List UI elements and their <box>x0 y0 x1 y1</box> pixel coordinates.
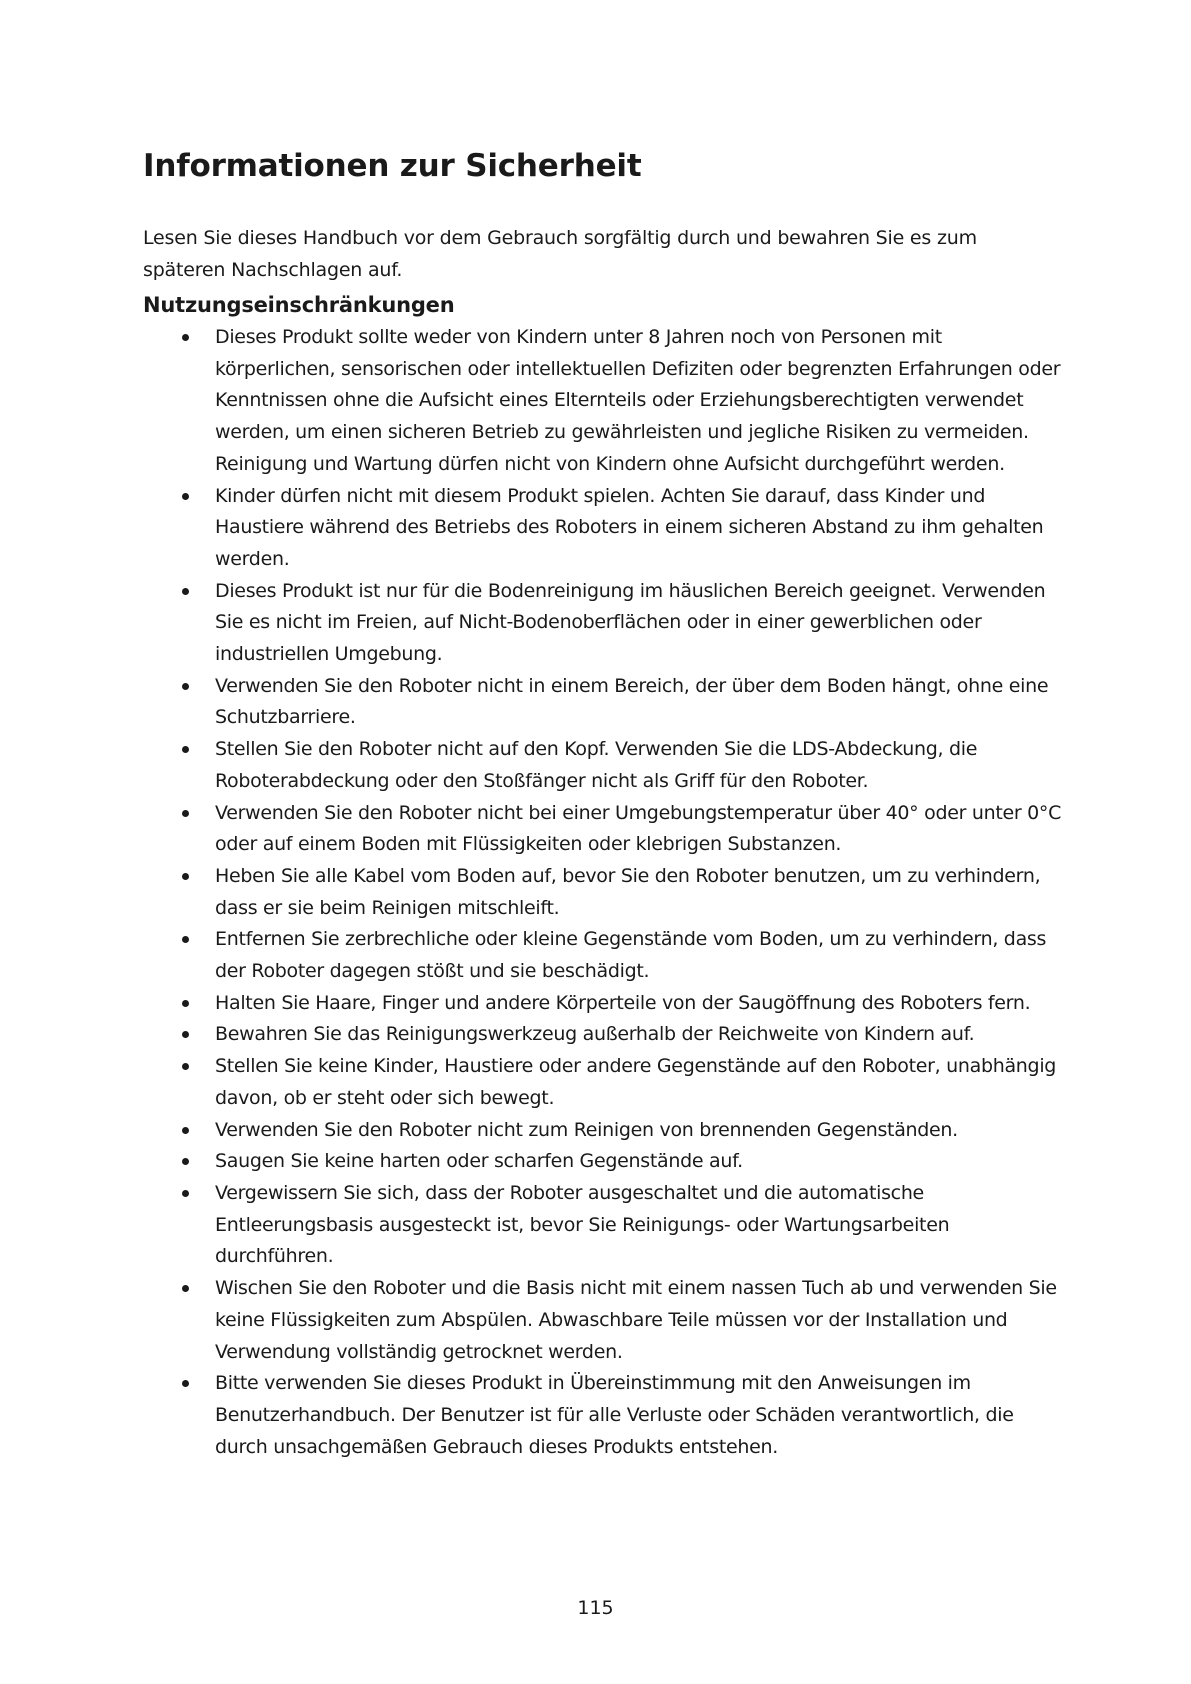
bullet-icon <box>182 1158 189 1165</box>
list-item <box>143 861 1063 924</box>
list-item <box>143 924 1063 987</box>
bullet-icon <box>182 746 189 753</box>
list-item-text: Kinder dürfen nicht mit diesem Produkt spielen. Achten Sie darauf, dass Kinder und Haustiere während des Betriebs des Roboters in einem sicheren Abstand zu ihm gehalten werden. <box>215 484 1044 570</box>
list-item-text: Heben Sie alle Kabel vom Boden auf, bevor Sie den Roboter benutzen, um zu verhindern, dass er sie beim Reinigen mitschleift. <box>215 864 1041 919</box>
bullet-icon <box>182 1190 189 1197</box>
bullet-icon <box>182 810 189 817</box>
section-heading: Nutzungseinschränkungen <box>143 293 455 317</box>
list-item <box>143 576 1063 671</box>
list-item <box>143 1019 1063 1051</box>
bullet-icon <box>182 1031 189 1038</box>
list-item <box>143 988 1063 1020</box>
list-item <box>143 1368 1063 1463</box>
page-number: 115 <box>577 1597 614 1619</box>
list-item-text: Bitte verwenden Sie dieses Produkt in Übereinstimmung mit den Anweisungen im Benutzerhandbuch. Der Benutzer ist für alle Verluste oder Schäden verantwortlich, die durch unsachgemäßen Gebrauch dieses Produkts entstehen. <box>215 1372 1014 1458</box>
list-item <box>143 481 1063 576</box>
list-item-text: Entfernen Sie zerbrechliche oder kleine Gegenstände vom Boden, um zu verhindern, dass der Roboter dagegen stößt und sie beschädigt. <box>215 928 1047 983</box>
restrictions-list <box>143 322 1063 1463</box>
bullet-icon <box>182 1000 189 1007</box>
list-item-text: Verwenden Sie den Roboter nicht in einem Bereich, der über dem Boden hängt, ohne eine Schutzbarriere. <box>215 674 1049 729</box>
list-item <box>143 1115 1063 1147</box>
list-item-text: Verwenden Sie den Roboter nicht zum Reinigen von brennenden Gegenständen. <box>215 1118 958 1141</box>
list-item-text: Bewahren Sie das Reinigungswerkzeug außerhalb der Reichweite von Kindern auf. <box>215 1023 975 1046</box>
list-item-text: Stellen Sie den Roboter nicht auf den Kopf. Verwenden Sie die LDS-Abdeckung, die Roboterabdeckung oder den Stoßfänger nicht als Griff für den Roboter. <box>215 738 978 792</box>
list-item <box>143 1146 1063 1178</box>
intro-paragraph: Lesen Sie dieses Handbuch vor dem Gebrauch sorgfältig durch und bewahren Sie es zum späteren Nachschlagen auf. <box>143 227 977 281</box>
list-item-text: Verwenden Sie den Roboter nicht bei einer Umgebungstemperatur über 40° oder unter 0°C oder auf einem Boden mit Flüssigkeiten oder klebrigen Substanzen. <box>215 801 1062 856</box>
list-item <box>143 734 1063 797</box>
list-item <box>143 1273 1063 1368</box>
bullet-icon <box>182 1285 189 1292</box>
bullet-icon <box>182 936 189 943</box>
bullet-icon <box>182 334 189 341</box>
bullet-icon <box>182 683 189 690</box>
bullet-icon <box>182 1380 189 1387</box>
list-item-text: Dieses Produkt ist nur für die Bodenreinigung im häuslichen Bereich geeignet. Verwenden Sie es nicht im Freien, auf Nicht-Bodenoberflächen oder in einer gewerblichen oder industriellen Umgebung. <box>215 579 1046 666</box>
list-item <box>143 322 1063 481</box>
bullet-icon <box>182 1127 189 1134</box>
list-item-text: Halten Sie Haare, Finger und andere Körperteile von der Saugöffnung des Roboters fern. <box>215 991 1031 1014</box>
bullet-icon <box>182 588 189 595</box>
list-item-text: Saugen Sie keine harten oder scharfen Gegenstände auf. <box>215 1150 743 1173</box>
page-title: Informationen zur Sicherheit <box>143 148 642 184</box>
list-item <box>143 671 1063 734</box>
bullet-icon <box>182 1063 189 1070</box>
list-item <box>143 1178 1063 1273</box>
list-item-text: Dieses Produkt sollte weder von Kindern unter 8 Jahren noch von Personen mit körperlichen, sensorischen oder intellektuellen Defiziten oder begrenzten Erfahrungen oder Kenntnissen ohne die Aufsicht eines Elternteils oder Erziehungsberechtigten verwendet werden, um einen sicheren Betrieb zu gewährleisten und jegliche Risiken zu vermeiden. Reinigung und Wartung dürfen nicht von Kindern ohne Aufsicht durchgeführt werden. <box>215 326 1061 475</box>
list-item <box>143 798 1063 861</box>
list-item-text: Wischen Sie den Roboter und die Basis nicht mit einem nassen Tuch ab und verwenden Sie keine Flüssigkeiten zum Abspülen. Abwaschbare Teile müssen vor der Installation und Verwendung vollständig getrocknet werden. <box>215 1277 1057 1363</box>
list-item <box>143 1051 1063 1114</box>
list-item-text: Stellen Sie keine Kinder, Haustiere oder andere Gegenstände auf den Roboter, unabhängig davon, ob er steht oder sich bewegt. <box>215 1055 1057 1109</box>
bullet-icon <box>182 873 189 880</box>
list-item-text: Vergewissern Sie sich, dass der Roboter ausgeschaltet und die automatische Entleerungsbasis ausgesteckt ist, bevor Sie Reinigungs- oder Wartungsarbeiten durchführen. <box>215 1181 950 1268</box>
bullet-icon <box>182 493 189 500</box>
